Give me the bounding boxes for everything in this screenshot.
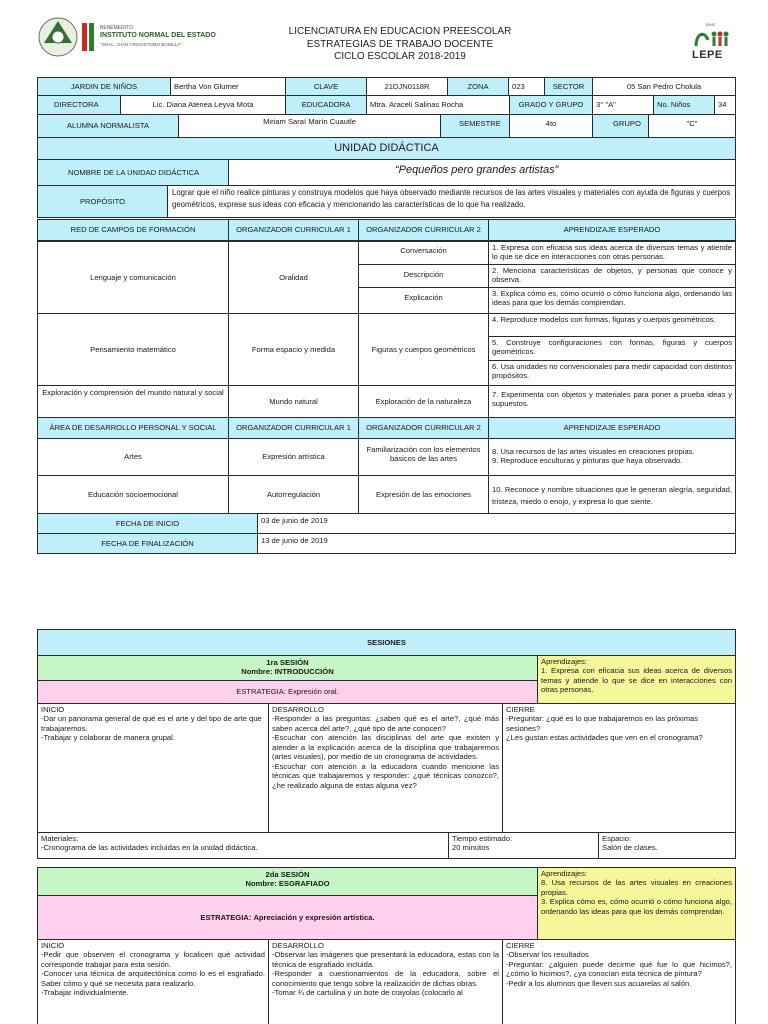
sesion1-inicio-1: -Dar un panorama general de qué es el arte y del tipo de arte que trabajaremos. xyxy=(41,714,262,733)
sesion1-espacio-text: Salón de clases. xyxy=(602,843,658,853)
instituto-normal-logo xyxy=(36,13,226,63)
zona-label: ZONA xyxy=(447,77,509,96)
aprendizaje-4: 4. Reproduce modelos con formas, figuras y cuerpos geométricos. xyxy=(488,313,736,337)
nombre-unidad-value: “Pequeños pero grandes artistas” xyxy=(228,159,736,186)
campos-header-3: ORGANIZADOR CURRICULAR 2 xyxy=(358,219,489,241)
grupo-value: "C" xyxy=(648,114,736,138)
sesion1-tiempo xyxy=(448,832,599,859)
sesion2-des-3: -Tomar ¾ de cartulina y un bote de crayolas (colocarlo al xyxy=(272,988,463,998)
logo-text-sub: "GRAL. JUAN CRISOSTOMO BONILLA" xyxy=(100,42,182,47)
sesiones-title: SESIONES xyxy=(37,629,736,656)
sesion2-estrategia-text: Apreciación y expresión artística. xyxy=(253,912,375,922)
header-line2: ESTRATEGIAS DE TRABAJO DOCENTE xyxy=(306,38,494,50)
sesion2-desarrollo xyxy=(268,939,503,1024)
semestre-value: 4to xyxy=(509,114,593,138)
sesion1-estrategia: ESTRATEGIA: Expresión oral. xyxy=(37,680,538,704)
unidad-title: UNIDAD DIDÁCTICA xyxy=(37,137,736,160)
lepe-figures-icon xyxy=(692,26,732,48)
sesion2-aprendizajes xyxy=(537,867,736,940)
sesion1-header xyxy=(37,655,538,681)
sesion1-tiempo-label: Tiempo estimado: xyxy=(452,834,513,843)
ninos-value: 34 xyxy=(714,95,736,115)
proposito-value: Lograr que el niño realice pinturas y construya modelos que haya observado mediante recursos de las artes visuales y materiales con ayuda de figuras y cuerpos geométricos, exprese sus ideas con eficacia y mencionando las características de lo que ha realizado. xyxy=(167,185,736,218)
areas-header-2: ORGANIZADOR CURRICULAR 1 xyxy=(228,417,359,439)
org1-forma: Forma espacio y medida xyxy=(228,313,359,386)
lepe-logo-top-text: BINE xyxy=(706,22,716,27)
sesion1-aprendizajes xyxy=(537,655,736,704)
lepe-logo xyxy=(688,22,738,66)
campos-header-4: APRENDIZAJE ESPERADO xyxy=(488,219,736,241)
jardin-label: JARDIN DE NIÑOS xyxy=(37,77,171,96)
proposito-label: PROPÓSITO xyxy=(37,185,168,218)
ninos-label: No. Niños xyxy=(653,95,715,115)
aprendizaje-10: 10. Reconoce y nombre situaciones que le generan alegría, seguridad, tristeza, miedo o enojo, y expresa lo que siente. xyxy=(488,475,736,514)
sesion1-aprend-text: 1. Expresa con eficacia sus ideas acerca de diversos temas y atiende lo que se dice en interacciones con otras personas. xyxy=(541,666,732,695)
educadora-value: Mtra. Araceli Salinas Rocha xyxy=(366,95,510,115)
org2-descripcion: Descripción xyxy=(358,264,489,288)
area-artes: Artes xyxy=(37,438,229,476)
educadora-label: EDUCADORA xyxy=(285,95,367,115)
aprendizaje-3: 3. Explica cómo es, cómo ocurrió o cómo funciona algo, ordenando las ideas para que los demás comprendan. xyxy=(488,287,736,314)
clave-label: CLAVE xyxy=(285,77,367,96)
logo-text-small: BENEMERITO xyxy=(100,25,133,31)
sesion1-cie-2: ¿Les gustan estas actividades que ven en el cronograma? xyxy=(506,733,703,743)
sesion2-nombre: Nombre: ESGRAFIADO xyxy=(245,879,330,889)
sesion1-inicio-2: -Trabajar y colaborar de manera grupal. xyxy=(41,733,175,743)
sesion2-cierre-label: CIERRE xyxy=(506,941,535,950)
sesion2-estrategia xyxy=(37,895,538,940)
areas-header-3: ORGANIZADOR CURRICULAR 2 xyxy=(358,417,489,439)
sesion2-aprend-1: 8. Usa recursos de las artes visuales en creaciones propias. xyxy=(541,878,732,897)
grupo-label: GRUPO xyxy=(592,114,649,138)
aprendizaje-6: 6. Usa unidades no convencionales para medir capacidad con distintos propósitos. xyxy=(488,360,736,386)
sesion2-desarrollo-label: DESARROLLO xyxy=(272,941,324,950)
sesion2-num: 2da SESIÓN xyxy=(265,870,310,879)
jardin-value: Bertha Von Glumer xyxy=(170,77,286,96)
org1-oralidad: Oralidad xyxy=(228,241,359,314)
areas-header-4: APRENDIZAJE ESPERADO xyxy=(488,417,736,439)
sesion2-cie-2: -Preguntar: ¿alguien puede decirme qué fue lo que hicimos?, ¿cómo lo hicimos?, ¿ya conocían esta técnica de pintura? xyxy=(506,959,732,979)
sesion2-inicio xyxy=(37,939,269,1024)
sesion2-aprend-2: 3. Explica cómo es, cómo ocurrió o cómo funciona algo, ordenando las ideas para que los demás comprendan. xyxy=(541,897,732,916)
grado-label: GRADO Y GRUPO xyxy=(509,95,593,115)
sesion1-desarrollo-label: DESARROLLO xyxy=(272,705,324,714)
nombre-unidad-label: NOMBRE DE LA UNIDAD DIDÁCTICA xyxy=(37,159,229,186)
sesion1-des-2: -Escuchar con atención las disciplinas del arte que existen y atender a la explicación acerca de la disciplina que trabajaremos (artes visuales), por medio de un cronograma de actividades. xyxy=(272,733,499,762)
sesion2-cie-1: -Observar los resultados xyxy=(506,950,589,960)
sesion1-inicio xyxy=(37,703,269,833)
campo-exploracion: Exploración y comprensión del mundo natural y social xyxy=(37,385,229,418)
sesion2-des-2: -Responder a cuestionamientos de la educadora, sobre el conocimiento que tengo sobre la realización de dichas obras. xyxy=(272,969,499,988)
sesion1-desarrollo xyxy=(268,703,503,833)
sesion2-aprend-label: Aprendizajes: xyxy=(541,869,588,878)
aprendizaje-1: 1. Expresa con eficacia sus ideas acerca de diversos temas y atiende lo que se dice en interacciones con otras personas. xyxy=(488,241,736,265)
sector-value: 05 San Pedro Cholula xyxy=(592,77,736,96)
areas-header-1: ÁREA DE DESARROLLO PERSONAL Y SOCIAL xyxy=(37,417,229,439)
sesion1-materiales xyxy=(37,832,449,859)
org2-emociones: Expresión de las emociones xyxy=(358,475,489,514)
sesion1-aprend-label: Aprendizajes: xyxy=(541,657,588,666)
sesion2-cie-3: -Pedir a los alumnos que lleven sus acuarelas al salón. xyxy=(506,978,692,988)
header-line1: LICENCIATURA EN EDUCACION PREESCOLAR xyxy=(288,26,512,37)
org2-familiarizacion: Familiarización con los elementos básicos de las artes xyxy=(358,438,489,476)
org2-exploracion-naturaleza: Exploración de la naturaleza xyxy=(358,385,489,418)
sesion1-cierre xyxy=(502,703,736,833)
sesion1-cierre-label: CIERRE xyxy=(506,705,535,714)
aprendizaje-2: 2. Menciona características de objetos, y personas que conoce y observa. xyxy=(488,264,736,288)
grado-value: 3° "A" xyxy=(592,95,654,115)
lepe-logo-text: LEPE xyxy=(692,49,723,61)
org2-figuras: Figuras y cuerpos geométricos xyxy=(358,313,489,386)
semestre-label: SEMESTRE xyxy=(440,114,510,138)
sesion2-header xyxy=(37,867,538,896)
org1-autorregulacion: Autorregulación xyxy=(228,475,359,514)
clave-value: 21DJN0118R xyxy=(366,77,448,96)
sesion1-des-1: -Responder a las preguntas: ¿saben qué es el arte?, ¿qué más saben acerca del arte?, ¿qué tipo de arte conocen? xyxy=(272,714,499,733)
sesion2-inicio-1: -Pedir que observen el cronograma y localicen qué actividad corresponde trabajar para esta sesión. xyxy=(41,950,265,969)
sesion1-espacio-label: Espacio: xyxy=(602,834,632,843)
campos-header-1: RED DE CAMPOS DE FORMACIÓN xyxy=(37,219,229,241)
alumna-label: ALUMNA NORMALISTA xyxy=(37,114,179,138)
fecha-fin-label: FECHA DE FINALIZACIÓN xyxy=(37,533,258,554)
sesion1-cie-1: -Preguntar: ¿qué es lo que trabajaremos en las próximas sesiones? xyxy=(506,714,699,733)
aprendizaje-9: 9. Reproduce esculturas y pinturas que haya observado. xyxy=(492,456,683,466)
sesion1-nombre: Nombre: INTRODUCCIÓN xyxy=(241,667,334,677)
logo-text-main: INSTITUTO NORMAL DEL ESTADO xyxy=(100,32,216,39)
campo-lenguaje: Lenguaje y comunicación xyxy=(37,241,229,314)
org1-expresion: Expresión artística xyxy=(228,438,359,476)
directora-value: Lic. Diana Atenea Leyva Mota xyxy=(120,95,286,115)
org1-mundo: Mundo natural xyxy=(228,385,359,418)
sesion2-inicio-label: INICIO xyxy=(41,941,65,950)
sesion1-inicio-label: INICIO xyxy=(41,705,65,714)
sector-label: SECTOR xyxy=(544,77,593,96)
sesion2-cierre xyxy=(502,939,736,1024)
fecha-inicio-value: 03 de junio de 2019 xyxy=(257,513,736,534)
campo-pensamiento: Pensamiento matemático xyxy=(37,313,229,386)
sesion1-tiempo-text: 20 minutos xyxy=(452,843,490,853)
header-line3: CICLO ESCOLAR 2018-2019 xyxy=(334,51,466,62)
campos-header-2: ORGANIZADOR CURRICULAR 1 xyxy=(228,219,359,241)
sesion1-espacio xyxy=(598,832,736,859)
sesion2-des-1: -Observar las imágenes que presentará la educadora, estas con la técnica de esgrafiado incluida. xyxy=(272,950,499,969)
fecha-fin-value: 13 de junio de 2019 xyxy=(257,533,736,554)
area-socioemocional: Educación socioemocional xyxy=(37,475,229,514)
fecha-inicio-label: FECHA DE INICIO xyxy=(37,513,258,534)
directora-label: DIRECTORA xyxy=(37,95,121,115)
sesion2-inicio-3: -Trabajar individualmente. xyxy=(41,988,129,998)
org2-conversacion: Conversación xyxy=(358,241,489,265)
aprendizaje-8-9 xyxy=(488,438,736,476)
sesion2-estrategia-label: ESTRATEGIA: xyxy=(200,912,252,922)
zona-value: 023 xyxy=(508,77,545,96)
aprendizaje-5: 5. Construye configuraciones con formas, figuras y cuerpos geométricos. xyxy=(488,336,736,361)
sesion1-materiales-text: -Cronograma de las actividades incluidas en la unidad didáctica. xyxy=(41,843,258,853)
org2-explicacion: Explicación xyxy=(358,287,489,314)
sesion1-des-3: -Escuchar con atención a la educadora cuando mencione las técnicas que trabajaremos y responder: ¿qué técnicas conozco?, ¿he realizado alguna de estas alguna vez? xyxy=(272,761,499,790)
alumna-value: Miriam Saraí Marín Cuautle xyxy=(178,114,441,138)
sesion1-num: 1ra SESIÓN xyxy=(266,658,309,667)
sesion1-materiales-label: Materiales: xyxy=(41,834,79,843)
aprendizaje-8: 8. Usa recursos de las artes visuales en creaciones propias. xyxy=(492,447,695,456)
aprendizaje-7: 7. Experimenta con objetos y materiales para poner a prueba ideas y supuestos. xyxy=(488,385,736,418)
sesion2-inicio-2: -Conocer una técnica de arquitectónica como lo es el esgrafiado. Saber cómo y qué se necesita para realizarlo. xyxy=(41,969,265,988)
